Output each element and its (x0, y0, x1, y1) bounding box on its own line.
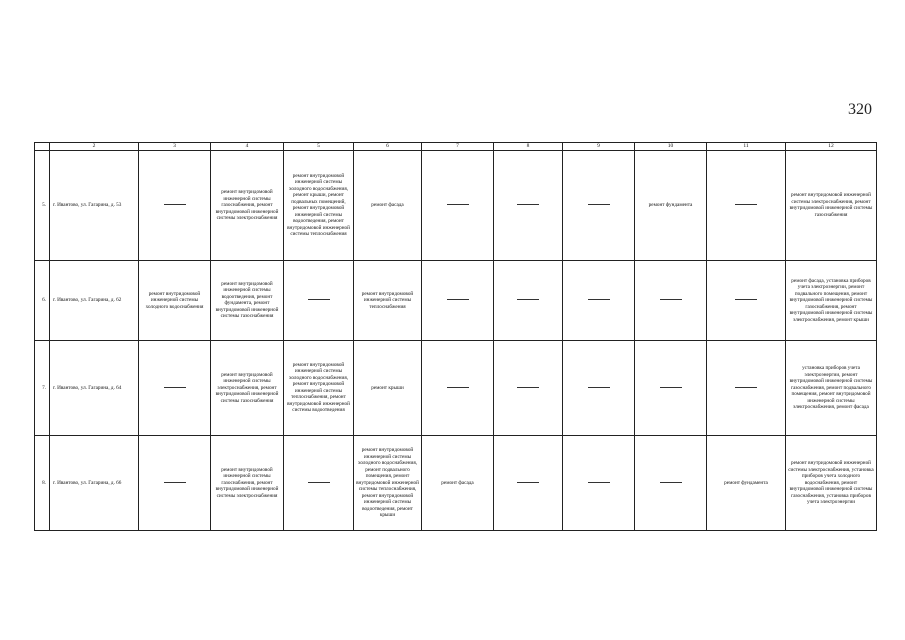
cell-col12: ремонт внутридомовой инженерной системы электроснабжения, ремонт внутридомовой инженерной системы газоснабжения (786, 150, 877, 260)
cell-col8 (494, 435, 563, 530)
row-address: г. Ивантово, ул. Гагарина, д. 64 (50, 340, 139, 435)
dash-mark (517, 204, 539, 205)
cell-col6: ремонт крыши (354, 340, 422, 435)
cell-col8 (494, 150, 563, 260)
dash-mark (308, 299, 330, 300)
column-header: 6 (354, 143, 422, 151)
dash-mark (517, 482, 539, 483)
dash-mark (588, 299, 610, 300)
row-number: 8. (35, 435, 50, 530)
dash-mark (735, 299, 757, 300)
table-row (35, 340, 877, 435)
dash-mark (660, 482, 682, 483)
column-header: 4 (211, 143, 284, 151)
column-header: 12 (786, 143, 877, 151)
cell-col10 (635, 260, 707, 340)
dash-mark (660, 387, 682, 388)
cell-col7 (422, 260, 494, 340)
cell-col12: ремонт внутридомовой инженерной системы электроснабжения, установка приборов учета холодного водоснабжения, ремонт внутридомовой инженерной системы газоснабжения, установка приборов учета электроэнергии (786, 435, 877, 530)
dash-mark (588, 387, 610, 388)
cell-col12: установка приборов учета электроэнергии, ремонт внутридомовой инженерной системы газоснабжения, ремонт подвального помещения, ремонт внутридомовой инженерной системы электроснабжения, ремонт фасада (786, 340, 877, 435)
cell-col6: ремонт внутридомовой инженерной системы холодного водоснабжения, ремонт подвального помещения, ремонт внутридомовой инженерной системы теплоснабжения, ремонт внутридомовой инженерной системы водоотведения, ремонт крыши (354, 435, 422, 530)
cell-col6: ремонт фасада (354, 150, 422, 260)
table-row (35, 260, 877, 340)
column-header: 2 (50, 143, 139, 151)
cell-col3 (139, 340, 211, 435)
dash-mark (308, 482, 330, 483)
cell-col3 (139, 150, 211, 260)
dash-mark (588, 204, 610, 205)
dash-mark (588, 482, 610, 483)
column-header: 11 (707, 143, 786, 151)
cell-col5 (284, 260, 354, 340)
column-header: 7 (422, 143, 494, 151)
cell-col5: ремонт внутридомовой инженерной системы холодного водоснабжения, ремонт крыши, ремонт подвальных помещений, ремонт внутридомовой инженерной системы водоотведения, ремонт внутридомовой инженерной системы теплоснабжения (284, 150, 354, 260)
cell-col9 (563, 150, 635, 260)
row-number: 6. (35, 260, 50, 340)
row-address: г. Ивантово, ул. Гагарина, д. 53 (50, 150, 139, 260)
cell-col3: ремонт внутридомовой инженерной системы холодного водоснабжения (139, 260, 211, 340)
dash-mark (164, 387, 186, 388)
page-number: 320 (848, 101, 872, 118)
column-header-row (35, 143, 877, 151)
column-header: 8 (494, 143, 563, 151)
row-number: 5. (35, 150, 50, 260)
table-row (35, 150, 877, 260)
row-number: 7. (35, 340, 50, 435)
row-address: г. Ивантово, ул. Гагарина, д. 66 (50, 435, 139, 530)
cell-col4: ремонт внутридомовой инженерной системы водоотведения, ремонт фундамента, ремонт внутридомовой инженерной системы газоснабжения (211, 260, 284, 340)
cell-col9 (563, 340, 635, 435)
dash-mark (517, 387, 539, 388)
cell-col7: ремонт фасада (422, 435, 494, 530)
dash-mark (735, 204, 757, 205)
column-header: 9 (563, 143, 635, 151)
dash-mark (447, 204, 469, 205)
column-header: 5 (284, 143, 354, 151)
cell-col6: ремонт внутридомовой инженерной системы теплоснабжения (354, 260, 422, 340)
row-address: г. Ивантово, ул. Гагарина, д. 62 (50, 260, 139, 340)
column-header: 3 (139, 143, 211, 151)
column-header (35, 143, 50, 151)
dash-mark (517, 299, 539, 300)
cell-col12: ремонт фасада, установка приборов учета электроэнергии, ремонт подвального помещения, ремонт внутридомовой инженерной системы газоснабжения, ремонт внутридомовой инженерной системы электроснабжения, ремонт крыши (786, 260, 877, 340)
cell-col5 (284, 435, 354, 530)
cell-col9 (563, 435, 635, 530)
cell-col10 (635, 435, 707, 530)
cell-col11: ремонт фундамента (707, 435, 786, 530)
cell-col4: ремонт внутридомовой инженерной системы электроснабжения, ремонт внутридомовой инженерной системы газоснабжения (211, 340, 284, 435)
cell-col9 (563, 260, 635, 340)
cell-col10: ремонт фундамента (635, 150, 707, 260)
cell-col4: ремонт внутридомовой инженерной системы газоснабжения, ремонт внутридомовой инженерной системы электроснабжения (211, 150, 284, 260)
cell-col7 (422, 150, 494, 260)
repair-schedule-table (34, 142, 877, 531)
cell-col10 (635, 340, 707, 435)
dash-mark (447, 299, 469, 300)
dash-mark (660, 299, 682, 300)
cell-col8 (494, 260, 563, 340)
cell-col3 (139, 435, 211, 530)
dash-mark (735, 387, 757, 388)
cell-col5: ремонт внутридомовой инженерной системы холодного водоснабжения, ремонт внутридомовой инженерной системы теплоснабжения, ремонт внутридомовой инженерной системы водоотведения (284, 340, 354, 435)
cell-col11 (707, 340, 786, 435)
dash-mark (164, 204, 186, 205)
cell-col8 (494, 340, 563, 435)
cell-col11 (707, 260, 786, 340)
cell-col11 (707, 150, 786, 260)
table-row (35, 435, 877, 530)
column-header: 10 (635, 143, 707, 151)
dash-mark (447, 387, 469, 388)
cell-col7 (422, 340, 494, 435)
cell-col4: ремонт внутридомовой инженерной системы газоснабжения, ремонт внутридомовой инженерной системы электроснабжения (211, 435, 284, 530)
dash-mark (164, 482, 186, 483)
